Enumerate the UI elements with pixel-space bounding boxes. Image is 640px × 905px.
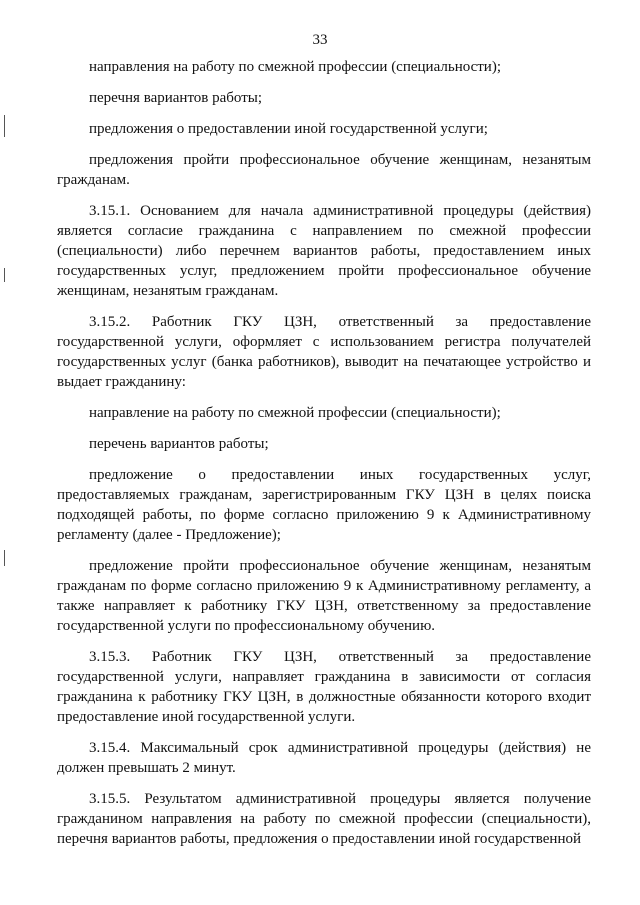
paragraph-3-15-5: 3.15.5. Результатом административной процедуры является получение гражданином направления на работу по смежной профессии (специальности), перечня вариантов работы, предложения о предоставлении иной государственной <box>57 791 591 847</box>
paragraph-3-15-3: 3.15.3. Работник ГКУ ЦЗН, ответственный за предоставление государственной услуги, направляет гражданина в зависимости от согласия гражданина к работнику ГКУ ЦЗН, в должностные обязанности которого входит предоставление иной государственной услуги. <box>57 649 591 725</box>
paragraph: предложения пройти профессиональное обучение женщинам, незанятым гражданам. <box>57 152 591 188</box>
page-number: 33 <box>312 32 328 48</box>
paragraph-3-15-1: 3.15.1. Основанием для начала административной процедуры (действия) является согласие гражданина с направлением по смежной профессии (специальности) либо перечнем вариантов работы, предоставлением иных государственных услуг, предложением пройти профессиональное обучение женщинам, незанятым гражданам. <box>57 203 591 299</box>
paragraph: перечня вариантов работы; <box>89 90 263 106</box>
paragraph: предложение пройти профессиональное обучение женщинам, незанятым гражданам по форме согласно приложению 9 к Административному регламенту, а также направляет к работнику ГКУ ЦЗН, ответственному за предоставление государственной услуги по профессиональному обучению. <box>57 558 591 634</box>
paragraph: перечень вариантов работы; <box>89 436 269 452</box>
scan-edge-mark <box>4 268 5 282</box>
scan-edge-mark <box>4 550 5 566</box>
paragraph-3-15-2: 3.15.2. Работник ГКУ ЦЗН, ответственный за предоставление государственной услуги, оформляет с использованием регистра получателей государственных услуг (банка работников), выводит на печатающее устройство и выдает гражданину: <box>57 314 591 390</box>
paragraph: предложение о предоставлении иных государственных услуг, предоставляемых гражданам, зарегистрированным ГКУ ЦЗН в целях поиска подходящей работы, по форме согласно приложению 9 к Административному регламенту (далее - Предложение); <box>57 467 591 543</box>
paragraph: предложения о предоставлении иной государственной услуги; <box>89 121 488 137</box>
paragraph: направление на работу по смежной профессии (специальности); <box>89 405 501 421</box>
paragraph-3-15-4: 3.15.4. Максимальный срок административной процедуры (действия) не должен превышать 2 минут. <box>57 740 591 776</box>
document-body <box>57 57 591 849</box>
scan-edge-mark <box>4 115 5 137</box>
paragraph: направления на работу по смежной профессии (специальности); <box>89 59 502 75</box>
